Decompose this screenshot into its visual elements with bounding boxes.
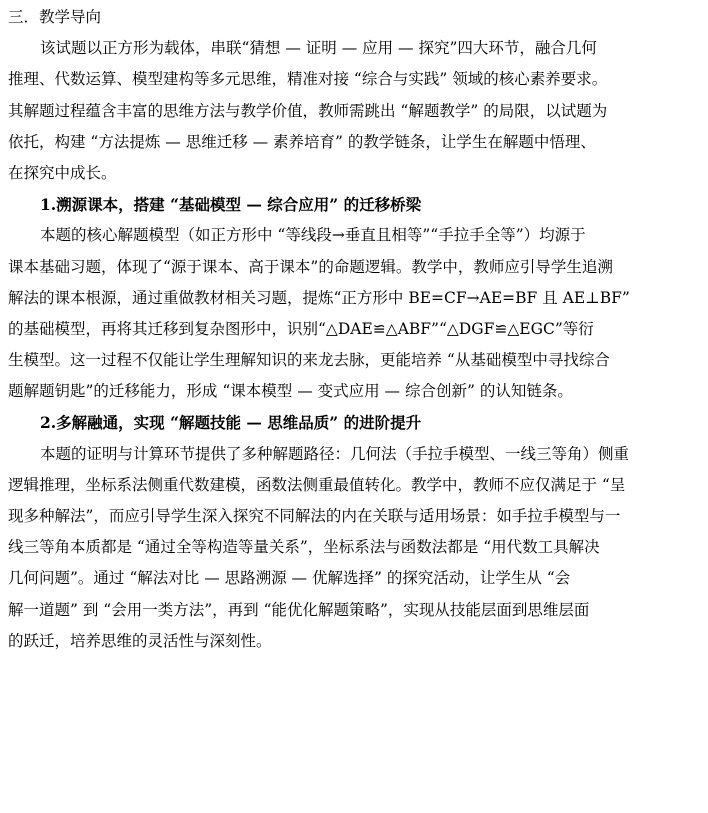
paragraph-line: 解一道题” 到 “会用一类方法”，再到 “能优化解题策略”，实现从技能层面到思维层面: [8, 600, 590, 619]
paragraph-line: 课本基础习题，体现了“源于课本、高于课本”的命题逻辑。教学中，教师应引导学生追溯: [8, 257, 613, 276]
paragraph-line: 线三等角本质都是 “通过全等构造等量关系”，坐标系法与函数法都是 “用代数工具解决: [8, 538, 600, 557]
paragraph-textbook-model: [8, 220, 702, 407]
paragraph-line: 其解题过程蕴含丰富的思维方法与教学价值，教师需跳出 “解题教学” 的局限，以试题为: [8, 101, 608, 120]
paragraph-multiple-solutions: [8, 439, 702, 657]
paragraph-line: 的基础模型，再将其迁移到复杂图形中，识别“△DAE≌△ABF”“△DGF≌△EGC”等衍: [8, 319, 594, 338]
paragraph-line: 解法的课本根源，通过重做教材相关习题，提炼“正方形中 BE=CF→AE=BF 且 AE⊥BF”: [8, 288, 630, 307]
section-title: 三．教学导向: [8, 8, 102, 26]
paragraph-line: 推理、代数运算、模型建构等多元思维，精准对接 “综合与实践” 领域的核心素养要求。: [8, 70, 608, 89]
paragraph-line: 生模型。这一过程不仅能让学生理解知识的来龙去脉，更能培养 “从基础模型中寻找综合: [8, 351, 610, 370]
paragraph-intro: [8, 33, 702, 189]
paragraph-line: 本题的证明与计算环节提供了多种解题路径：几何法（手拉手模型、一线三等角）侧重: [40, 444, 630, 463]
paragraph-line: 依托，构建 “方法提炼 — 思维迁移 — 素养培育” 的教学链条，让学生在解题中悟理、: [8, 132, 596, 151]
document-page: [0, 2, 708, 813]
paragraph-line: 在探究中成长。: [8, 163, 117, 182]
paragraph-line: 逻辑推理，坐标系法侧重代数建模，函数法侧重最值转化。教学中，教师不应仅满足于 “呈: [8, 475, 626, 494]
paragraph-line: 题解题钥匙”的迁移能力，形成 “课本模型 — 变式应用 — 综合创新” 的认知链条。: [8, 382, 573, 401]
paragraph-line: 现多种解法”，而应引导学生深入探究不同解法的内在关联与适用场景：如手拉手模型与一: [8, 507, 621, 525]
paragraph-line: 的跃迁，培养思维的灵活性与深刻性。: [8, 631, 272, 650]
paragraph-line: 该试题以正方形为载体，串联“猜想 — 证明 — 应用 — 探究”四大环节，融合几何: [40, 39, 597, 58]
paragraph-line: 几何问题”。通过 “解法对比 — 思路溯源 — 优解选择” 的探究活动，让学生从 “会: [8, 569, 571, 588]
subsection-heading-1: 1.溯源课本，搭建 “基础模型 — 综合应用” 的迁移桥梁: [40, 195, 422, 215]
paragraph-line: 本题的核心解题模型（如正方形中 “等线段→垂直且相等”“手拉手全等”）均源于: [40, 226, 586, 245]
subsection-heading-2: 2.多解融通，实现 “解题技能 — 思维品质” 的进阶提升: [40, 413, 422, 433]
